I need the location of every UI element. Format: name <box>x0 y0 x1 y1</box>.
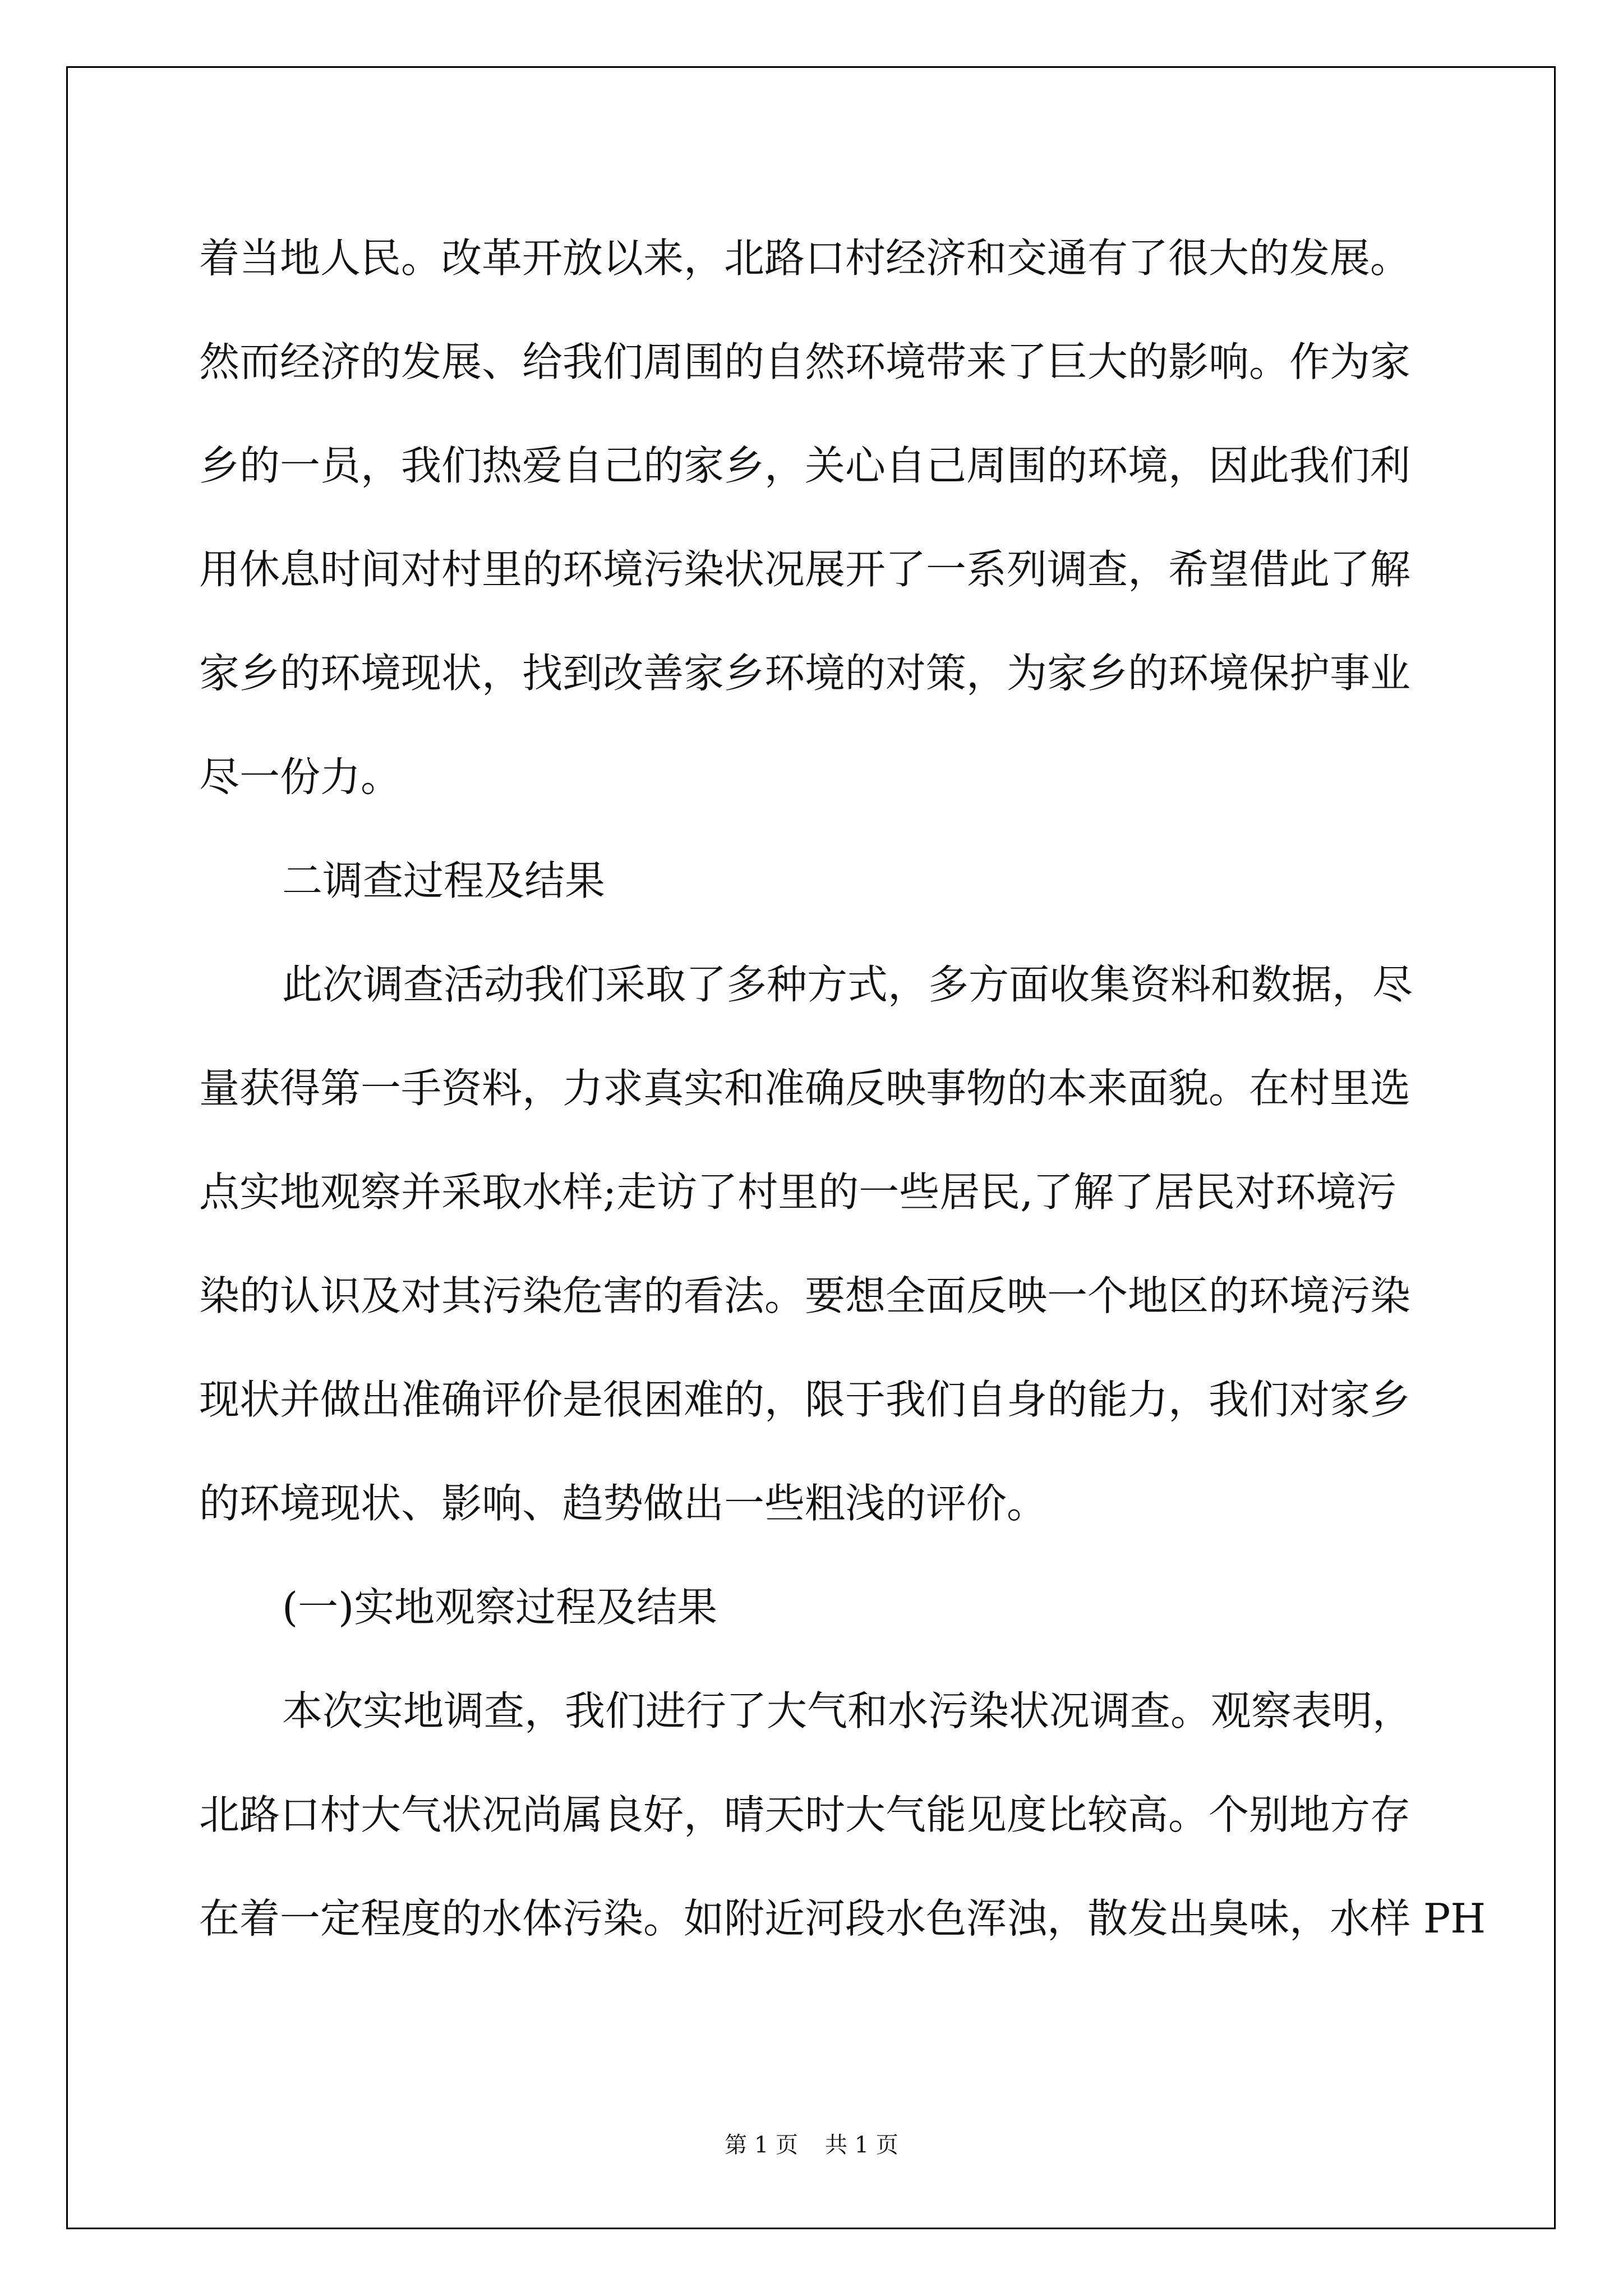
page-number: 第 1 页 <box>725 2132 798 2158</box>
text-line: 然而经济的发展、给我们周围的自然环境带来了巨大的影响。作为家 <box>199 338 1411 385</box>
text-line: 着当地人民。改革开放以来，北路口村经济和交通有了很大的发展。 <box>199 234 1411 282</box>
text-line: 本次实地调查，我们进行了大气和水污染状况调查。观察表明， <box>282 1687 1413 1734</box>
section-heading: 二调查过程及结果 <box>282 857 606 904</box>
text-line: 北路口村大气状况尚属良好，晴天时大气能见度比较高。个别地方存 <box>199 1791 1411 1838</box>
text-line: 现状并做出准确评价是很困难的，限于我们自身的能力，我们对家乡 <box>199 1376 1411 1423</box>
subsection-heading: (一)实地观察过程及结果 <box>282 1584 718 1631</box>
text-line: 此次调查活动我们采取了多种方式，多方面收集资料和数据，尽 <box>282 961 1413 1008</box>
text-line: 在着一定程度的水体污染。如附近河段水色浑浊，散发出臭味，水样 PH <box>199 1895 1486 1942</box>
text-line: 尽一份力。 <box>199 753 402 800</box>
document-body <box>199 206 1486 1971</box>
text-line: 量获得第一手资料，力求真实和准确反映事物的本来面貌。在村里选 <box>199 1065 1411 1112</box>
page-total: 共 1 页 <box>825 2132 898 2158</box>
text-line: 染的认识及对其污染危害的看法。要想全面反映一个地区的环境污染 <box>199 1272 1411 1319</box>
text-line: 点实地观察并采取水样;走访了村里的一些居民,了解了居民对环境污 <box>199 1168 1397 1216</box>
text-line: 用休息时间对村里的环境污染状况展开了一系列调查，希望借此了解 <box>199 546 1411 593</box>
text-line: 的环境现状、影响、趋势做出一些粗浅的评价。 <box>199 1480 1048 1527</box>
text-line: 乡的一员，我们热爱自己的家乡，关心自己周围的环境，因此我们利 <box>199 442 1411 489</box>
text-line: 家乡的环境现状，找到改善家乡环境的对策，为家乡的环境保护事业 <box>199 650 1411 697</box>
page-footer <box>0 2127 1623 2159</box>
